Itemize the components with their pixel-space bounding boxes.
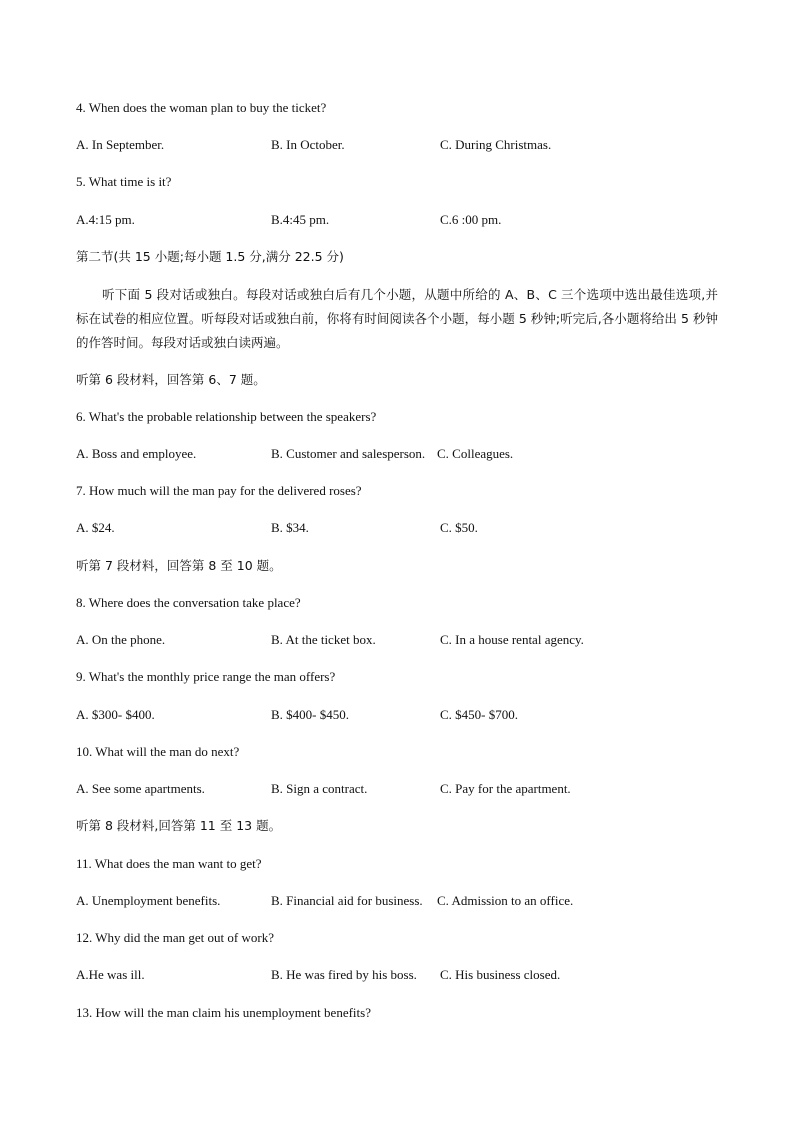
question-4-option-b: B. In October. — [271, 137, 345, 152]
question-11-option-c: C. Admission to an office. — [437, 893, 574, 908]
question-5-option-c: C.6 :00 pm. — [440, 212, 502, 227]
question-8-stem: 8. Where does the conversation take place? — [76, 595, 301, 610]
question-5-stem: 5. What time is it? — [76, 174, 172, 189]
section-2-heading: 第二节(共 15 小题;每小题 1.5 分,满分 22.5 分) — [76, 249, 344, 264]
question-8-option-c: C. In a house rental agency. — [440, 632, 584, 647]
question-9-option-a: A. $300- $400. — [76, 707, 155, 722]
question-7-stem: 7. How much will the man pay for the delivered roses? — [76, 483, 362, 498]
question-10-stem: 10. What will the man do next? — [76, 744, 240, 759]
section-2-instructions: 听下面 5 段对话或独白。每段对话或独白后有几个小题，从题中所给的 A、B、C 三个选项中选出最佳选项,并标在试卷的相应位置。听每段对话或独白前，你将有时间阅读各个小题，每小题 5 秒钟;听完后,各小题将给出 5 秒钟的作答时间。每段对话或独白读两遍。 — [76, 287, 718, 350]
material-6-instruction: 听第 6 段材料，回答第 6、7 题。 — [76, 372, 266, 387]
question-11-option-b: B. Financial aid for business. — [271, 893, 423, 908]
question-11-option-a: A. Unemployment benefits. — [76, 893, 221, 908]
question-8-option-b: B. At the ticket box. — [271, 632, 376, 647]
question-4-option-a: A. In September. — [76, 137, 165, 152]
question-5-option-b: B.4:45 pm. — [271, 212, 330, 227]
question-6-option-b: B. Customer and salesperson. — [271, 446, 426, 461]
question-9-stem: 9. What's the monthly price range the man offers? — [76, 669, 336, 684]
question-6-option-c: C. Colleagues. — [437, 446, 514, 461]
question-4-option-c: C. During Christmas. — [440, 137, 552, 152]
question-12-option-b: B. He was fired by his boss. — [271, 967, 417, 982]
question-7-option-b: B. $34. — [271, 520, 309, 535]
question-7-option-c: C. $50. — [440, 520, 478, 535]
question-12-option-c: C. His business closed. — [440, 967, 561, 982]
question-13-stem: 13. How will the man claim his unemployment benefits? — [76, 1005, 371, 1020]
question-4-stem: 4. When does the woman plan to buy the ticket? — [76, 100, 327, 115]
question-5-option-a: A.4:15 pm. — [76, 212, 135, 227]
question-8-option-a: A. On the phone. — [76, 632, 166, 647]
question-6-option-a: A. Boss and employee. — [76, 446, 197, 461]
question-10-option-a: A. See some apartments. — [76, 781, 205, 796]
question-9-option-b: B. $400- $450. — [271, 707, 349, 722]
question-7-option-a: A. $24. — [76, 520, 115, 535]
material-8-instruction: 听第 8 段材料,回答第 11 至 13 题。 — [76, 818, 282, 833]
question-6-stem: 6. What's the probable relationship between the speakers? — [76, 409, 377, 424]
question-12-option-a: A.He was ill. — [76, 967, 145, 982]
question-11-stem: 11. What does the man want to get? — [76, 856, 262, 871]
material-7-instruction: 听第 7 段材料，回答第 8 至 10 题。 — [76, 558, 282, 573]
question-10-option-b: B. Sign a contract. — [271, 781, 368, 796]
question-9-option-c: C. $450- $700. — [440, 707, 518, 722]
question-10-option-c: C. Pay for the apartment. — [440, 781, 571, 796]
question-12-stem: 12. Why did the man get out of work? — [76, 930, 274, 945]
